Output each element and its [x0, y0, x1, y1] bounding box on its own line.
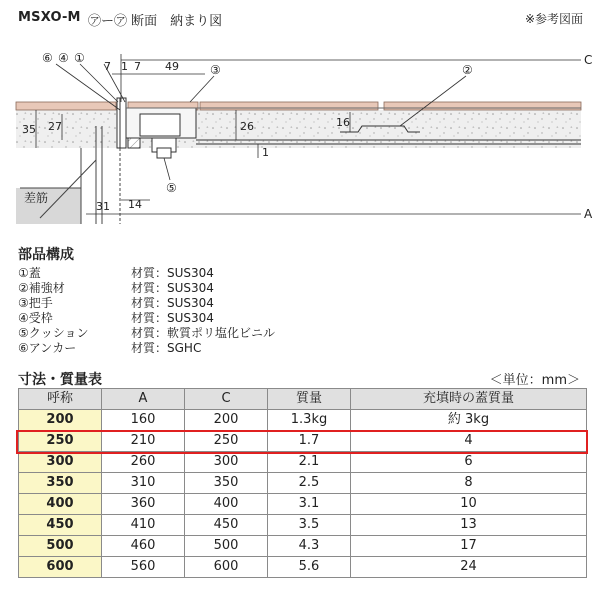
table-row	[19, 410, 587, 431]
callout-1: ①	[74, 51, 85, 65]
part-row	[18, 296, 418, 311]
cell-nominal: 500	[19, 536, 102, 557]
cell-filled-mass: 約 3kg	[351, 410, 587, 431]
cell-a: 160	[102, 410, 185, 431]
cell-nominal: 450	[19, 515, 102, 536]
dim-35: 35	[22, 123, 36, 136]
part-name: ⑤クッション	[18, 326, 89, 340]
cell-mass: 2.1	[268, 452, 351, 473]
cell-a: 560	[102, 557, 185, 578]
dim-31: 31	[96, 200, 110, 213]
dim-14: 14	[128, 198, 142, 211]
cell-c: 200	[185, 410, 268, 431]
table-unit: ＜単位：mm＞	[489, 373, 580, 388]
spec-table	[18, 388, 587, 578]
cell-mass: 2.5	[268, 473, 351, 494]
header-mass: 質量	[268, 389, 351, 410]
part-row	[18, 311, 418, 326]
header-c: C	[185, 389, 268, 410]
dim-16: 16	[336, 116, 350, 129]
header-filled-lid-mass: 充填時の蓋質量	[351, 389, 587, 410]
part-row	[18, 341, 418, 356]
table-row	[19, 515, 587, 536]
cell-a: 210	[102, 431, 185, 452]
part-name: ①蓋	[18, 266, 41, 280]
part-material: 材質：SUS304	[131, 266, 214, 280]
part-name: ⑥アンカー	[18, 341, 77, 355]
part-name: ④受枠	[18, 311, 53, 325]
callout-4: ④	[58, 51, 69, 65]
cell-c: 350	[185, 473, 268, 494]
table-row	[19, 431, 587, 452]
cell-mass: 3.1	[268, 494, 351, 515]
callout-5: ⑤	[166, 181, 177, 195]
table-row	[19, 536, 587, 557]
dim-1: 1	[121, 60, 128, 73]
rebar-label: 差筋	[24, 191, 49, 205]
dim-27: 27	[48, 120, 62, 133]
dim-7a: 7	[104, 60, 111, 73]
table-title: 寸法・質量表	[18, 372, 102, 388]
callout-6: ⑥	[42, 51, 53, 65]
section-drawing	[0, 40, 600, 230]
dim-49: 49	[165, 60, 179, 73]
table-row	[19, 452, 587, 473]
callout-3: ③	[210, 63, 221, 77]
part-row	[18, 266, 418, 281]
cell-a: 260	[102, 452, 185, 473]
cell-mass: 5.6	[268, 557, 351, 578]
cell-c: 250	[185, 431, 268, 452]
cell-mass: 1.7	[268, 431, 351, 452]
cell-nominal: 350	[19, 473, 102, 494]
section-title: ㋐ー㋐ 断面 納まり図	[88, 14, 223, 29]
parts-title: 部品構成	[18, 247, 74, 263]
table-header-row	[19, 389, 587, 410]
cell-c: 400	[185, 494, 268, 515]
cell-filled-mass: 13	[351, 515, 587, 536]
cell-a: 410	[102, 515, 185, 536]
dim-7b: 7	[134, 60, 141, 73]
part-material: 材質：軟質ポリ塩化ビニル	[131, 326, 276, 340]
cell-nominal: 300	[19, 452, 102, 473]
callout-2: ②	[462, 63, 473, 77]
part-material: 材質：SUS304	[131, 281, 214, 295]
cell-nominal: 400	[19, 494, 102, 515]
cell-mass: 1.3kg	[268, 410, 351, 431]
cell-a: 460	[102, 536, 185, 557]
table-row	[19, 557, 587, 578]
cell-nominal: 200	[19, 410, 102, 431]
cell-filled-mass: 8	[351, 473, 587, 494]
cell-c: 600	[185, 557, 268, 578]
part-row	[18, 281, 418, 296]
cell-c: 450	[185, 515, 268, 536]
header	[18, 10, 583, 30]
cell-mass: 3.5	[268, 515, 351, 536]
part-material: 材質：SGHC	[131, 341, 202, 355]
dim-1b: 1	[262, 146, 269, 159]
cell-filled-mass: 6	[351, 452, 587, 473]
cell-c: 300	[185, 452, 268, 473]
dim-label-c: C	[584, 53, 593, 67]
header-nominal: 呼称	[19, 389, 102, 410]
cell-a: 310	[102, 473, 185, 494]
table-row	[19, 473, 587, 494]
reference-note: ※参考図面	[524, 12, 583, 26]
header-a: A	[102, 389, 185, 410]
cell-filled-mass: 24	[351, 557, 587, 578]
dim-26: 26	[240, 120, 254, 133]
cell-filled-mass: 17	[351, 536, 587, 557]
cell-nominal: 600	[19, 557, 102, 578]
dim-label-a: A	[584, 207, 593, 221]
part-material: 材質：SUS304	[131, 296, 214, 310]
model-name: MSXO-M	[18, 10, 81, 25]
part-row	[18, 326, 418, 341]
cell-a: 360	[102, 494, 185, 515]
part-name: ②補強材	[18, 281, 65, 295]
cell-c: 500	[185, 536, 268, 557]
cell-nominal: 250	[19, 431, 102, 452]
cell-mass: 4.3	[268, 536, 351, 557]
part-material: 材質：SUS304	[131, 311, 214, 325]
cell-filled-mass: 10	[351, 494, 587, 515]
floor-tile	[16, 102, 581, 110]
cell-filled-mass: 4	[351, 431, 587, 452]
table-row	[19, 494, 587, 515]
part-name: ③把手	[18, 296, 53, 310]
parts-list	[18, 244, 418, 356]
